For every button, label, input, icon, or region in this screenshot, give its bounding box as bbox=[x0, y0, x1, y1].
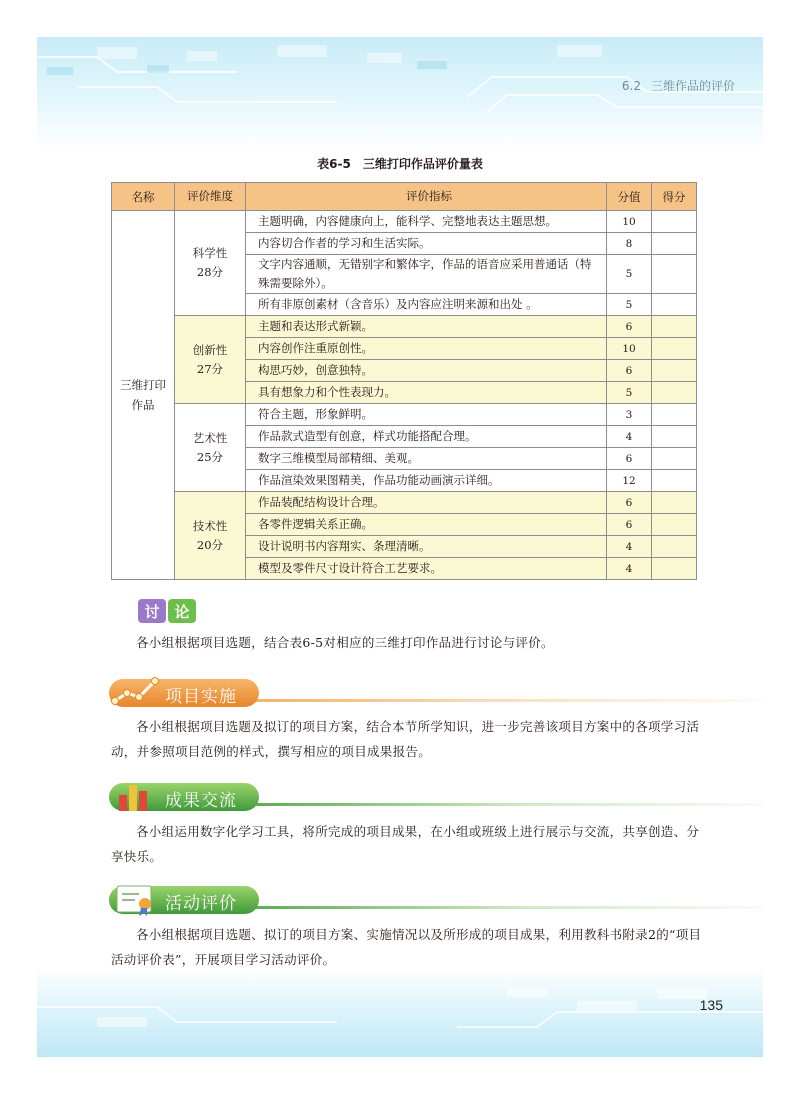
dimension-name: 科学性 bbox=[192, 246, 228, 260]
section-banner-implementation bbox=[109, 673, 763, 709]
indicator-cell: 具有想象力和个性表现力。 bbox=[246, 382, 607, 404]
page-number: 135 bbox=[699, 997, 723, 1013]
banner-title: 成果交流 bbox=[165, 791, 237, 811]
dimension-cell bbox=[175, 492, 246, 580]
score-cell: 3 bbox=[607, 404, 652, 426]
score-cell: 5 bbox=[607, 294, 652, 316]
column-header-score: 分值 bbox=[607, 183, 652, 211]
dimension-points: 28分 bbox=[196, 265, 224, 279]
running-header bbox=[622, 77, 735, 94]
obtained-score-cell bbox=[652, 514, 697, 536]
dimension-cell bbox=[175, 316, 246, 404]
name-line-2: 作品 bbox=[131, 398, 155, 412]
score-cell: 10 bbox=[607, 211, 652, 233]
section-banner-exchange bbox=[109, 777, 763, 813]
discuss-badge-char-2: 论 bbox=[174, 603, 190, 621]
score-cell: 10 bbox=[607, 338, 652, 360]
dimension-points: 25分 bbox=[196, 449, 224, 464]
score-cell: 12 bbox=[607, 470, 652, 492]
banner-underline bbox=[244, 803, 763, 806]
trend-line-icon bbox=[109, 673, 169, 709]
indicator-cell: 内容切合作者的学习和生活实际。 bbox=[246, 233, 607, 255]
indicator-cell: 数字三维模型局部精细、美观。 bbox=[246, 448, 607, 470]
indicator-cell: 模型及零件尺寸设计符合工艺要求。 bbox=[246, 558, 607, 580]
dimension-name: 创新性 bbox=[192, 342, 228, 357]
obtained-score-cell bbox=[652, 316, 697, 338]
obtained-score-cell bbox=[652, 211, 697, 233]
banner-underline bbox=[244, 906, 763, 909]
table-row bbox=[112, 492, 697, 514]
column-header-obtained: 得分 bbox=[652, 183, 697, 211]
indicator-cell: 作品款式造型有创意，样式功能搭配合理。 bbox=[246, 426, 607, 448]
score-cell: 6 bbox=[607, 448, 652, 470]
exchange-text: 各小组运用数字化学习工具，将所完成的项目成果，在小组或班级上进行展示与交流，共享创造、分享快乐。 bbox=[111, 824, 700, 864]
obtained-score-cell bbox=[652, 338, 697, 360]
evaluation-text: 各小组根据项目选题、拟订的项目方案、实施情况以及所形成的项目成果，利用教科书附录2的“项目活动评价表”，开展项目学习活动评价。 bbox=[111, 927, 702, 967]
score-cell: 6 bbox=[607, 514, 652, 536]
column-header-dimension: 评价维度 bbox=[175, 183, 246, 211]
obtained-score-cell bbox=[652, 470, 697, 492]
score-cell: 4 bbox=[607, 558, 652, 580]
obtained-score-cell bbox=[652, 404, 697, 426]
score-cell: 6 bbox=[607, 360, 652, 382]
discuss-badge-icon bbox=[137, 597, 201, 625]
column-header-name: 名称 bbox=[112, 183, 175, 211]
banner-title: 项目实施 bbox=[165, 687, 237, 707]
obtained-score-cell bbox=[652, 233, 697, 255]
indicator-cell: 符合主题，形象鲜明。 bbox=[246, 404, 607, 426]
obtained-score-cell bbox=[652, 382, 697, 404]
dimension-name: 技术性 bbox=[192, 518, 228, 533]
indicator-cell: 作品装配结构设计合理。 bbox=[246, 492, 607, 514]
banner-underline bbox=[244, 699, 763, 702]
dimension-points: 20分 bbox=[196, 537, 224, 552]
footer-band bbox=[37, 967, 763, 1057]
obtained-score-cell bbox=[652, 492, 697, 514]
score-cell: 5 bbox=[607, 382, 652, 404]
implementation-text: 各小组根据项目选题及拟订的项目方案，结合本节所学知识，进一步完善该项目方案中的各项学习活动，并参照项目范例的样式，撰写相应的项目成果报告。 bbox=[111, 719, 700, 759]
indicator-cell: 主题明确，内容健康向上，能科学、完整地表达主题思想。 bbox=[246, 211, 607, 233]
table-row bbox=[112, 211, 697, 233]
dimension-name: 艺术性 bbox=[192, 430, 228, 445]
dimension-cell bbox=[175, 211, 246, 316]
obtained-score-cell bbox=[652, 558, 697, 580]
score-cell: 6 bbox=[607, 492, 652, 514]
section-title: 三维作品的评价 bbox=[650, 79, 735, 93]
obtained-score-cell bbox=[652, 294, 697, 316]
score-cell: 5 bbox=[607, 255, 652, 294]
discuss-badge-char-1: 讨 bbox=[144, 603, 160, 621]
obtained-score-cell bbox=[652, 448, 697, 470]
evaluation-table bbox=[111, 182, 697, 580]
score-cell: 8 bbox=[607, 233, 652, 255]
obtained-score-cell bbox=[652, 426, 697, 448]
footer-decoration bbox=[37, 967, 763, 1057]
score-cell: 4 bbox=[607, 536, 652, 558]
certificate-icon bbox=[109, 880, 169, 916]
table-title: 表6-5 三维打印作品评价量表 bbox=[317, 157, 483, 171]
table-row bbox=[112, 316, 697, 338]
indicator-cell: 构思巧妙，创意独特。 bbox=[246, 360, 607, 382]
section-number: 6.2 bbox=[621, 79, 641, 93]
indicator-cell: 文字内容通顺，无错别字和繁体字，作品的语音应采用普通话（特殊需要除外）。 bbox=[246, 255, 607, 294]
name-line-1: 三维打印 bbox=[120, 378, 166, 392]
obtained-score-cell bbox=[652, 255, 697, 294]
table-row bbox=[112, 404, 697, 426]
indicator-cell: 作品渲染效果图精美，作品功能动画演示详细。 bbox=[246, 470, 607, 492]
section-banner-evaluation bbox=[109, 880, 763, 916]
header-band bbox=[37, 37, 763, 149]
indicator-cell: 所有非原创素材（含音乐）及内容应注明来源和出处 。 bbox=[246, 294, 607, 316]
indicator-cell: 内容创作注重原创性。 bbox=[246, 338, 607, 360]
indicator-cell: 设计说明书内容翔实、条理清晰。 bbox=[246, 536, 607, 558]
indicator-cell: 各零件逻辑关系正确。 bbox=[246, 514, 607, 536]
indicator-cell: 主题和表达形式新颖。 bbox=[246, 316, 607, 338]
bar-chart-icon bbox=[109, 777, 169, 813]
discuss-text: 各小组根据项目选题，结合表6-5对相应的三维打印作品进行讨论与评价。 bbox=[136, 635, 554, 650]
score-cell: 6 bbox=[607, 316, 652, 338]
textbook-page bbox=[37, 37, 763, 1057]
obtained-score-cell bbox=[652, 360, 697, 382]
name-cell bbox=[112, 211, 175, 580]
score-cell: 4 bbox=[607, 426, 652, 448]
obtained-score-cell bbox=[652, 536, 697, 558]
dimension-points: 27分 bbox=[196, 361, 224, 376]
column-header-indicator: 评价指标 bbox=[246, 183, 607, 211]
banner-title: 活动评价 bbox=[165, 894, 237, 914]
dimension-cell bbox=[175, 404, 246, 492]
